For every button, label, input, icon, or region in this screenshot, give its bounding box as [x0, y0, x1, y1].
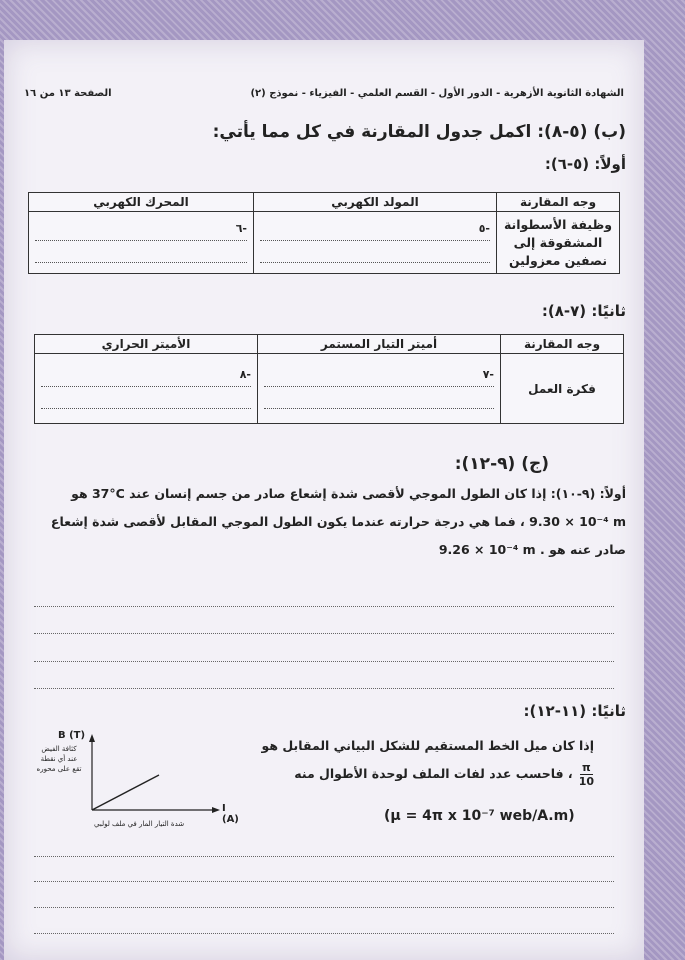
q11-line1: إذا كان ميل الخط المستقيم للشكل البياني المقابل هو [261, 738, 594, 753]
answer-line[interactable] [34, 932, 614, 934]
question-9-10 [24, 480, 626, 564]
x-axis-label: I (A) [222, 803, 239, 825]
page-header [24, 88, 624, 99]
q9-wavelength-2: 9.26 × 10⁻⁴ m . [438, 542, 545, 557]
question-11-12 [244, 732, 594, 788]
page-number: الصفحة ١٣ من ١٦ [24, 88, 112, 99]
answer-num-5: -٥ [478, 222, 490, 235]
x-axis-description: شدة التيار المار في ملف لولبي [94, 820, 185, 828]
exam-title: الشهادة الثانوية الأزهرية - الدور الأول - القسم العلمي - الفيزياء - نموذج (٢) [250, 88, 624, 99]
table1-answer-cell-5[interactable] [254, 212, 497, 274]
answer-line[interactable] [34, 632, 614, 634]
answer-num-8: -٨ [239, 368, 251, 381]
x-axis-arrow [212, 807, 220, 813]
table2-header-aspect: وجه المقارنة [501, 335, 624, 354]
part-b-second-label: ثانيًا: (٧-٨): [541, 302, 626, 320]
y-axis-label: B (T) [58, 730, 86, 741]
answer-num-6: -٦ [235, 222, 247, 235]
table2-answer-cell-7[interactable] [258, 354, 501, 424]
answer-line[interactable] [34, 687, 614, 689]
q9-wavelength-1: 9.30 × 10⁻⁴ m [529, 514, 626, 529]
q11-line2: ، فاحسب عدد لفات الملف لوحدة الأطوال منه [294, 766, 573, 781]
table1-header-aspect: وجه المقارنة [497, 193, 620, 212]
part-b-title: (ب) (٥-٨): اكمل جدول المقارنة في كل مما يأتي: [212, 122, 626, 142]
answer-num-7: -٧ [482, 368, 494, 381]
answer-line[interactable] [34, 855, 614, 857]
table2-header-hot-wire: الأميتر الحراري [35, 335, 258, 354]
table1-header-motor: المحرك الكهربي [29, 193, 254, 212]
comparison-table-1 [28, 192, 620, 274]
q9-line1-end: هو [71, 486, 88, 501]
table1-answer-cell-6[interactable] [29, 212, 254, 274]
q9-temp: 37°C [91, 486, 125, 501]
slope-denominator: 10 [578, 774, 594, 788]
table1-header-generator: المولد الكهربي [254, 193, 497, 212]
exam-page [4, 40, 644, 960]
slope-fraction [579, 761, 594, 788]
question-11-12-label: ثانيًا: (١١-١٢): [523, 702, 626, 720]
table2-answer-cell-8[interactable] [35, 354, 258, 424]
comparison-table-2 [34, 334, 624, 424]
part-b-first-label: أولاً: (٥-٦): [544, 155, 626, 173]
table1-row-label: وظيفة الأسطوانة المشقوقة إلى نصفين معزولين [497, 212, 620, 274]
answer-line[interactable] [34, 605, 614, 607]
y-axis-arrow [89, 734, 95, 742]
answer-line[interactable] [34, 906, 614, 908]
q9-line2: ، فما هي درجة حرارته عندما يكون الطول الموجي المقابل لأقصى شدة إشعاع [50, 514, 525, 529]
permeability-constant: (μ = 4π x 10⁻⁷ web/A.m) [384, 808, 575, 824]
y-axis-description: كثافة الفيض عند أي نقطة تقع على محوره [36, 745, 82, 773]
graph-b-vs-i [34, 730, 244, 840]
slope-numerator: π [582, 760, 591, 774]
q9-line1: أولاً: (٩-١٠): إذا كان الطول الموجي لأقصى شدة إشعاع صادر من جسم إنسان عند [129, 486, 626, 501]
part-c-title: (ج) (٩-١٢): [454, 454, 549, 474]
answer-line[interactable] [34, 660, 614, 662]
q9-line3: صادر عنه هو [549, 542, 626, 557]
table2-header-dc-ammeter: أميتر التيار المستمر [258, 335, 501, 354]
table2-row-label: فكرة العمل [501, 354, 624, 424]
plot-line [92, 775, 159, 810]
answer-line[interactable] [34, 880, 614, 882]
